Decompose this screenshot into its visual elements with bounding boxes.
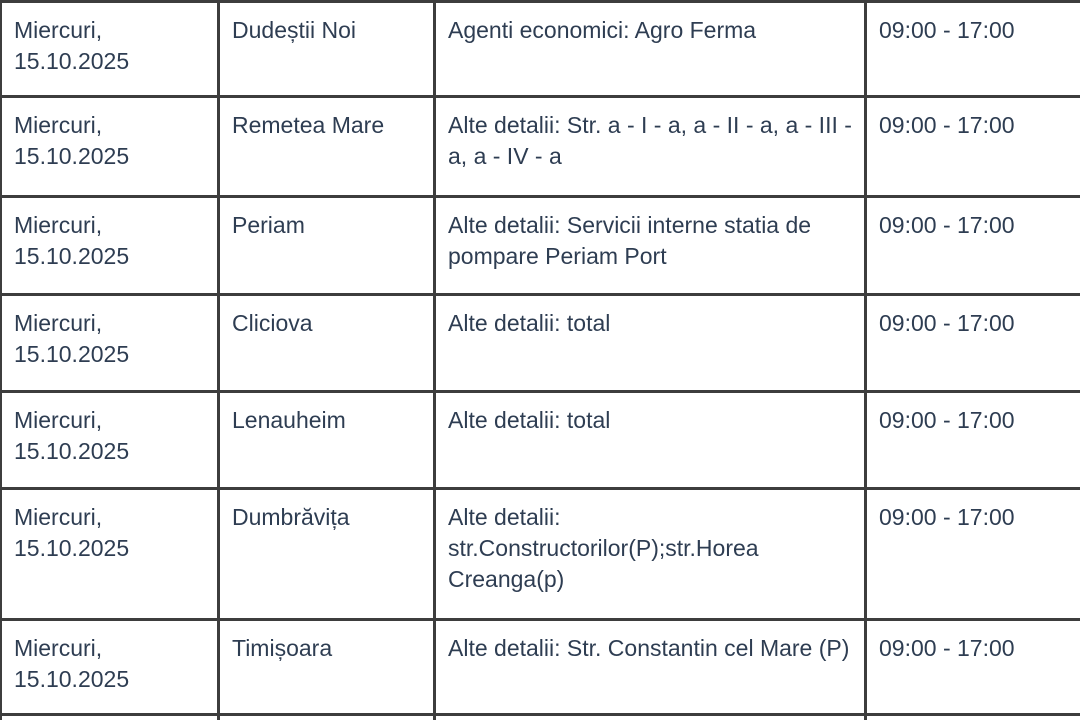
date-cell — [1, 295, 219, 392]
hours-cell: 09:00 - 17:00 — [866, 197, 1080, 295]
hours-cell: 09:00 - 17:00 — [866, 2, 1080, 97]
hours-cell: 09:00 - 17:00 — [866, 97, 1080, 197]
details-cell: Agenti economici: Agro Ferma — [435, 2, 866, 97]
date-day: Miercuri, — [14, 112, 103, 138]
date-cell — [1, 620, 219, 715]
details-cell: Alte detalii: Servicii interne statia de pompare Periam Port — [435, 197, 866, 295]
locality-cell: Dudeștii Noi — [219, 2, 435, 97]
table-row — [1, 97, 1080, 197]
date-day: Miercuri, — [14, 212, 103, 238]
hours-cell: 09:00 - 17:00 — [866, 620, 1080, 715]
date-day: Miercuri, — [14, 310, 103, 336]
locality-cell-empty — [219, 715, 435, 720]
table-row — [1, 295, 1080, 392]
details-cell-empty — [435, 715, 866, 720]
date-value: 15.10.2025 — [14, 438, 130, 464]
table-row — [1, 2, 1080, 97]
table-row — [1, 392, 1080, 489]
locality-cell: Remetea Mare — [219, 97, 435, 197]
date-cell — [1, 392, 219, 489]
date-value: 15.10.2025 — [14, 666, 130, 692]
details-cell: Alte detalii: Str. Constantin cel Mare (P) — [435, 620, 866, 715]
table-row — [1, 489, 1080, 620]
table-row — [1, 620, 1080, 715]
table-row-partial — [1, 715, 1080, 720]
details-cell: Alte detalii: Str. a - I - a, a - II - a, a - III - a, a - IV - a — [435, 97, 866, 197]
date-cell — [1, 2, 219, 97]
details-cell: Alte detalii: str.Constructorilor(P);str.Horea Creanga(p) — [435, 489, 866, 620]
date-cell-empty — [1, 715, 219, 720]
date-value: 15.10.2025 — [14, 48, 130, 74]
date-value: 15.10.2025 — [14, 143, 130, 169]
details-cell: Alte detalii: total — [435, 295, 866, 392]
date-day: Miercuri, — [14, 407, 103, 433]
details-cell: Alte detalii: total — [435, 392, 866, 489]
locality-cell: Cliciova — [219, 295, 435, 392]
hours-cell: 09:00 - 17:00 — [866, 295, 1080, 392]
date-value: 15.10.2025 — [14, 341, 130, 367]
locality-cell: Timișoara — [219, 620, 435, 715]
locality-cell: Periam — [219, 197, 435, 295]
date-value: 15.10.2025 — [14, 535, 130, 561]
locality-cell: Lenauheim — [219, 392, 435, 489]
date-cell — [1, 197, 219, 295]
date-value: 15.10.2025 — [14, 243, 130, 269]
date-day: Miercuri, — [14, 635, 103, 661]
locality-cell: Dumbrăvița — [219, 489, 435, 620]
date-day: Miercuri, — [14, 504, 103, 530]
table-row — [1, 197, 1080, 295]
date-cell — [1, 489, 219, 620]
hours-cell: 09:00 - 17:00 — [866, 489, 1080, 620]
hours-cell-empty — [866, 715, 1080, 720]
hours-cell: 09:00 - 17:00 — [866, 392, 1080, 489]
date-day: Miercuri, — [14, 17, 103, 43]
schedule-body — [1, 2, 1080, 720]
date-cell — [1, 97, 219, 197]
